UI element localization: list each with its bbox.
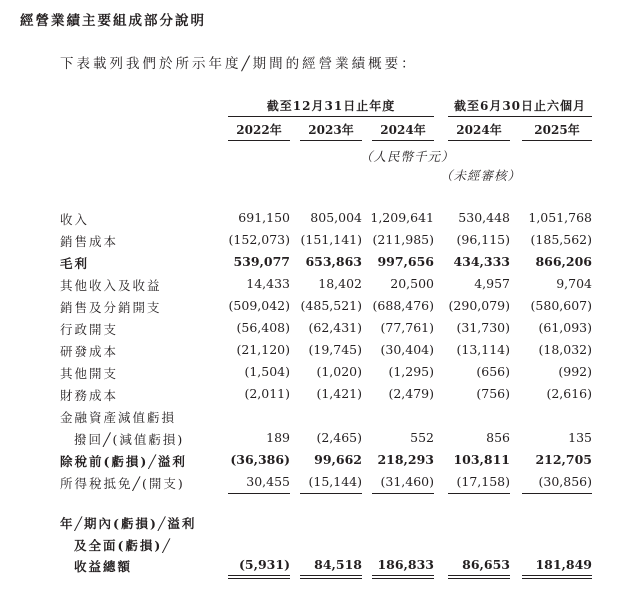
- intro-text: 下表載列我們於所示年度╱期間的經營業績概要：: [60, 56, 418, 72]
- total-double-rule: [300, 578, 362, 579]
- total-double-rule: [372, 578, 434, 579]
- year-col-5: 2025年: [534, 123, 580, 137]
- row-value: 99,662: [314, 452, 362, 467]
- total-value: 181,849: [535, 557, 592, 572]
- row-value: (30,404): [380, 342, 434, 357]
- row-value: 805,004: [310, 210, 362, 225]
- year-rule-2: [300, 140, 362, 141]
- total-double-rule: [372, 575, 434, 576]
- year-col-4: 2024年: [456, 123, 502, 137]
- row-label: 除稅前(虧損)╱溢利: [60, 454, 187, 469]
- row-value: 218,293: [377, 452, 434, 467]
- row-label: 其他收入及收益: [60, 278, 162, 293]
- row-value: (1,020): [316, 364, 362, 379]
- total-value: 84,518: [314, 557, 362, 572]
- row-value: 691,150: [238, 210, 290, 225]
- row-value: (756): [476, 386, 510, 401]
- row-value: (18,032): [538, 342, 592, 357]
- row-label: 所得稅抵免╱(開支): [60, 476, 185, 491]
- row-value: 20,500: [390, 276, 434, 291]
- row-value: 530,448: [458, 210, 510, 225]
- row-value: (17,158): [456, 474, 510, 489]
- row-value: (992): [558, 364, 592, 379]
- year-rule-4: [448, 140, 510, 141]
- row-value: (509,042): [228, 298, 290, 313]
- row-value: 653,863: [305, 254, 362, 269]
- year-col-2: 2023年: [308, 123, 354, 137]
- total-double-rule: [300, 575, 362, 576]
- total-double-rule: [228, 578, 290, 579]
- row-value: 866,206: [535, 254, 592, 269]
- row-label: 毛利: [60, 256, 90, 271]
- total-label-line-2: 及全面(虧損)╱: [74, 538, 172, 553]
- row-value: (21,120): [236, 342, 290, 357]
- row-label: 財務成本: [60, 388, 119, 403]
- row-value: (185,562): [530, 232, 592, 247]
- row-value: (31,730): [456, 320, 510, 335]
- unaudited-label: （未經審核）: [440, 168, 522, 183]
- row-value: (151,141): [300, 232, 362, 247]
- total-double-rule: [448, 578, 510, 579]
- row-value: 103,811: [453, 452, 510, 467]
- header-interim-rule: [448, 116, 592, 117]
- row-value: (211,985): [372, 232, 434, 247]
- row-value: (30,856): [538, 474, 592, 489]
- row-label: 銷售成本: [60, 234, 119, 249]
- row-value: 1,209,641: [370, 210, 434, 225]
- row-value: (2,011): [244, 386, 290, 401]
- row-value: (485,521): [300, 298, 362, 313]
- row-value: 135: [568, 430, 592, 445]
- row-value: (290,079): [448, 298, 510, 313]
- row-value: (61,093): [538, 320, 592, 335]
- row-value: (31,460): [380, 474, 434, 489]
- row-value: (2,465): [316, 430, 362, 445]
- row-label: 收入: [60, 212, 90, 227]
- row-value: (656): [476, 364, 510, 379]
- total-value: 86,653: [462, 557, 510, 572]
- row-value: 997,656: [377, 254, 434, 269]
- row-value: (13,114): [456, 342, 510, 357]
- row-label: 研發成本: [60, 344, 119, 359]
- row-label: 撥回╱(減值虧損): [74, 432, 185, 447]
- row-value: 18,402: [318, 276, 362, 291]
- row-label: 銷售及分銷開支: [60, 300, 162, 315]
- subtotal-rule: [300, 493, 362, 494]
- year-rule-3: [372, 140, 434, 141]
- total-double-rule: [522, 575, 592, 576]
- total-double-rule: [522, 578, 592, 579]
- year-col-1: 2022年: [236, 123, 282, 137]
- row-label: 行政開支: [60, 322, 119, 337]
- subtotal-rule: [228, 493, 290, 494]
- year-rule-1: [228, 140, 290, 141]
- row-label: 金融資產減值虧損: [60, 410, 177, 425]
- row-value: (2,616): [546, 386, 592, 401]
- year-col-3: 2024年: [380, 123, 426, 137]
- row-value: 189: [266, 430, 290, 445]
- row-value: 1,051,768: [528, 210, 592, 225]
- row-value: (36,386): [230, 452, 290, 467]
- row-value: 9,704: [556, 276, 592, 291]
- row-value: (15,144): [308, 474, 362, 489]
- row-value: (580,607): [530, 298, 592, 313]
- section-title: 經營業績主要組成部分說明: [20, 13, 206, 29]
- total-value: 186,833: [377, 557, 434, 572]
- row-value: 434,333: [453, 254, 510, 269]
- row-value: (688,476): [372, 298, 434, 313]
- total-double-rule: [228, 575, 290, 576]
- row-value: 212,705: [535, 452, 592, 467]
- row-value: 14,433: [246, 276, 290, 291]
- row-value: 856: [486, 430, 510, 445]
- row-value: (19,745): [308, 342, 362, 357]
- row-value: (1,421): [316, 386, 362, 401]
- year-rule-5: [522, 140, 592, 141]
- row-value: (1,295): [388, 364, 434, 379]
- row-value: (2,479): [388, 386, 434, 401]
- row-value: 30,455: [246, 474, 290, 489]
- row-value: 539,077: [233, 254, 290, 269]
- row-label: 其他開支: [60, 366, 119, 381]
- row-value: 4,957: [474, 276, 510, 291]
- unit-label: （人民幣千元）: [360, 149, 455, 164]
- subtotal-rule: [372, 493, 434, 494]
- header-interim-group: 截至6月30日止六個月: [453, 99, 587, 113]
- row-value: (96,115): [456, 232, 510, 247]
- header-annual-group: 截至12月31日止年度: [266, 99, 396, 113]
- row-value: (1,504): [244, 364, 290, 379]
- row-value: 552: [410, 430, 434, 445]
- total-label-line-3: 收益總額: [74, 559, 133, 574]
- row-value: (62,431): [308, 320, 362, 335]
- row-value: (56,408): [236, 320, 290, 335]
- total-double-rule: [448, 575, 510, 576]
- total-value: (5,931): [239, 557, 290, 572]
- row-value: (152,073): [228, 232, 290, 247]
- header-annual-rule: [228, 116, 434, 117]
- subtotal-rule: [522, 493, 592, 494]
- total-label-line-1: 年╱期內(虧損)╱溢利: [60, 516, 197, 531]
- row-value: (77,761): [380, 320, 434, 335]
- subtotal-rule: [448, 493, 510, 494]
